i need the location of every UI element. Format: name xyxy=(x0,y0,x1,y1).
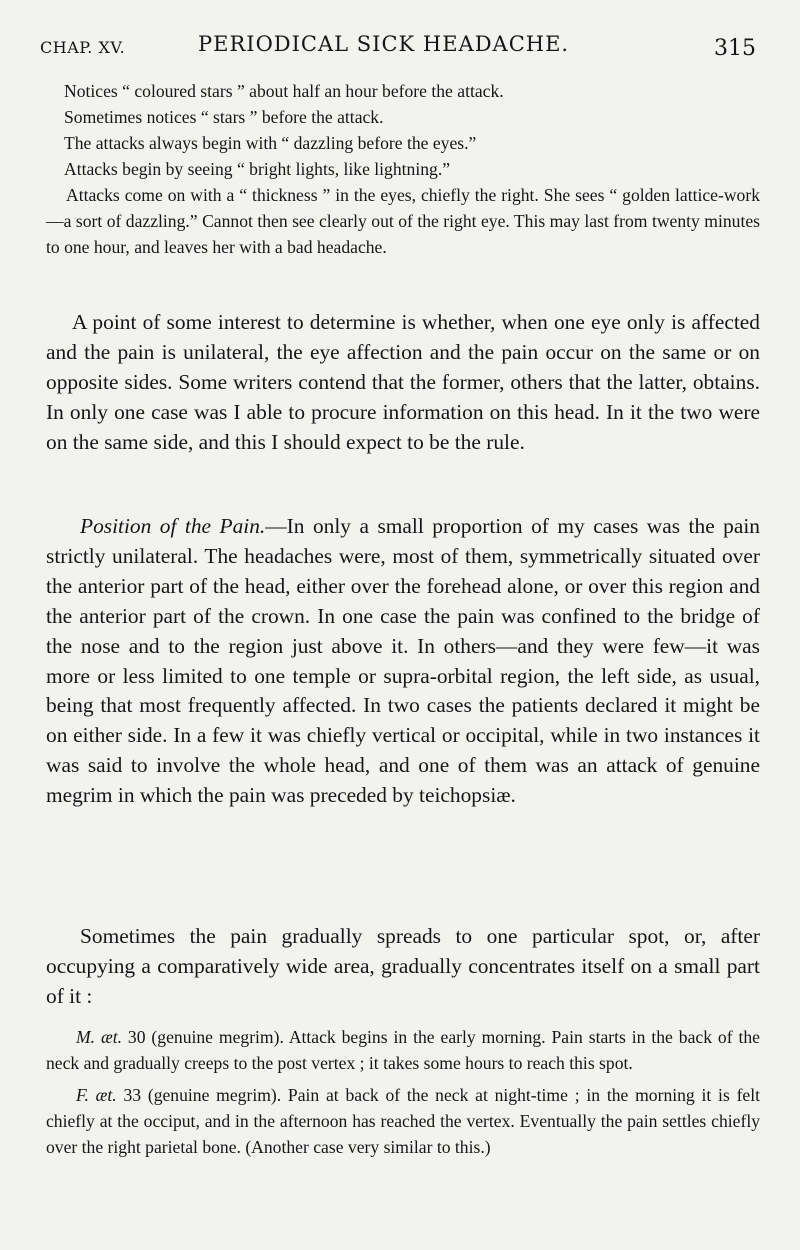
note-line: Attacks begin by seeing “ bright lights, like lightning.” xyxy=(64,159,451,179)
chapter-label: CHAP. XV. xyxy=(40,38,126,57)
note-paragraph: Attacks come on with a “ thickness ” in the eyes, chiefly the right. She sees “ golden lattice-work—a sort of dazzling.” Cannot then see clearly out of the right eye. This may last from twenty minutes to one hour, and leaves her with a bad headache. xyxy=(46,185,760,257)
case-entry xyxy=(46,1082,760,1160)
case-label: F. æt. xyxy=(76,1085,117,1105)
page-title: PERIODICAL SICK HEADACHE. xyxy=(198,32,570,56)
note-line: Sometimes notices “ stars ” before the attack. xyxy=(64,107,384,127)
page-number: 315 xyxy=(714,36,756,61)
section-heading: Position of the Pain. xyxy=(80,514,266,538)
case-list xyxy=(46,1024,760,1166)
position-paragraph xyxy=(46,512,760,811)
eye-affection-paragraph xyxy=(46,308,760,458)
case-label: M. æt. xyxy=(76,1027,122,1047)
case-entry xyxy=(46,1024,760,1076)
paragraph-text: Sometimes the pain gradually spreads to one particular spot, or, after occupying a comparatively wide area, gradually concentrates itself on a small part of it : xyxy=(46,924,760,1008)
position-of-pain-section xyxy=(46,512,760,811)
note-line: Notices “ coloured stars ” about half an hour before the attack. xyxy=(64,81,504,101)
patient-notes xyxy=(46,78,760,260)
paragraph-text: —In only a small proportion of my cases was the pain strictly unilateral. The headaches were, most of them, symmetrically situated over the anterior part of the head, either over the forehead alone, or over this region and the anterior part of the crown. In one case the pain was confined to the bridge of the nose and to the region just above it. In others—and they were few—it was more or less limited to one temple or supra-orbital region, the left side, as usual, being that most frequently affected. In two cases the patients declared it might be on either side. In a few it was chiefly vertical or occipital, while in two instances it was said to involve the whole head, and one of them was an attack of genuine megrim in which the pain was preceded by teichopsiæ. xyxy=(46,514,760,808)
case-text: 33 (genuine megrim). Pain at back of the neck at night-time ; in the morning it is felt chiefly at the occiput, and in the afternoon has reached the vertex. Eventually the pain settles chiefly over the right parietal bone. (Another case very similar to this.) xyxy=(46,1085,761,1157)
note-line: The attacks always begin with “ dazzling before the eyes.” xyxy=(64,133,477,153)
paragraph-text: A point of some interest to determine is whether, when one eye only is affected and the pain is unilateral, the eye affection and the pain occur on the same or on opposite sides. Some writers contend that the former, others that the latter, obtains. In only one case was I able to procure information on this head. In it the two were on the same side, and this I should expect to be the rule. xyxy=(46,310,760,454)
case-text: 30 (genuine megrim). Attack begins in the early morning. Pain starts in the back of the neck and gradually creeps to the post vertex ; it takes some hours to reach this spot. xyxy=(46,1027,760,1073)
running-header xyxy=(40,30,760,66)
spreading-pain-paragraph xyxy=(46,922,760,1012)
